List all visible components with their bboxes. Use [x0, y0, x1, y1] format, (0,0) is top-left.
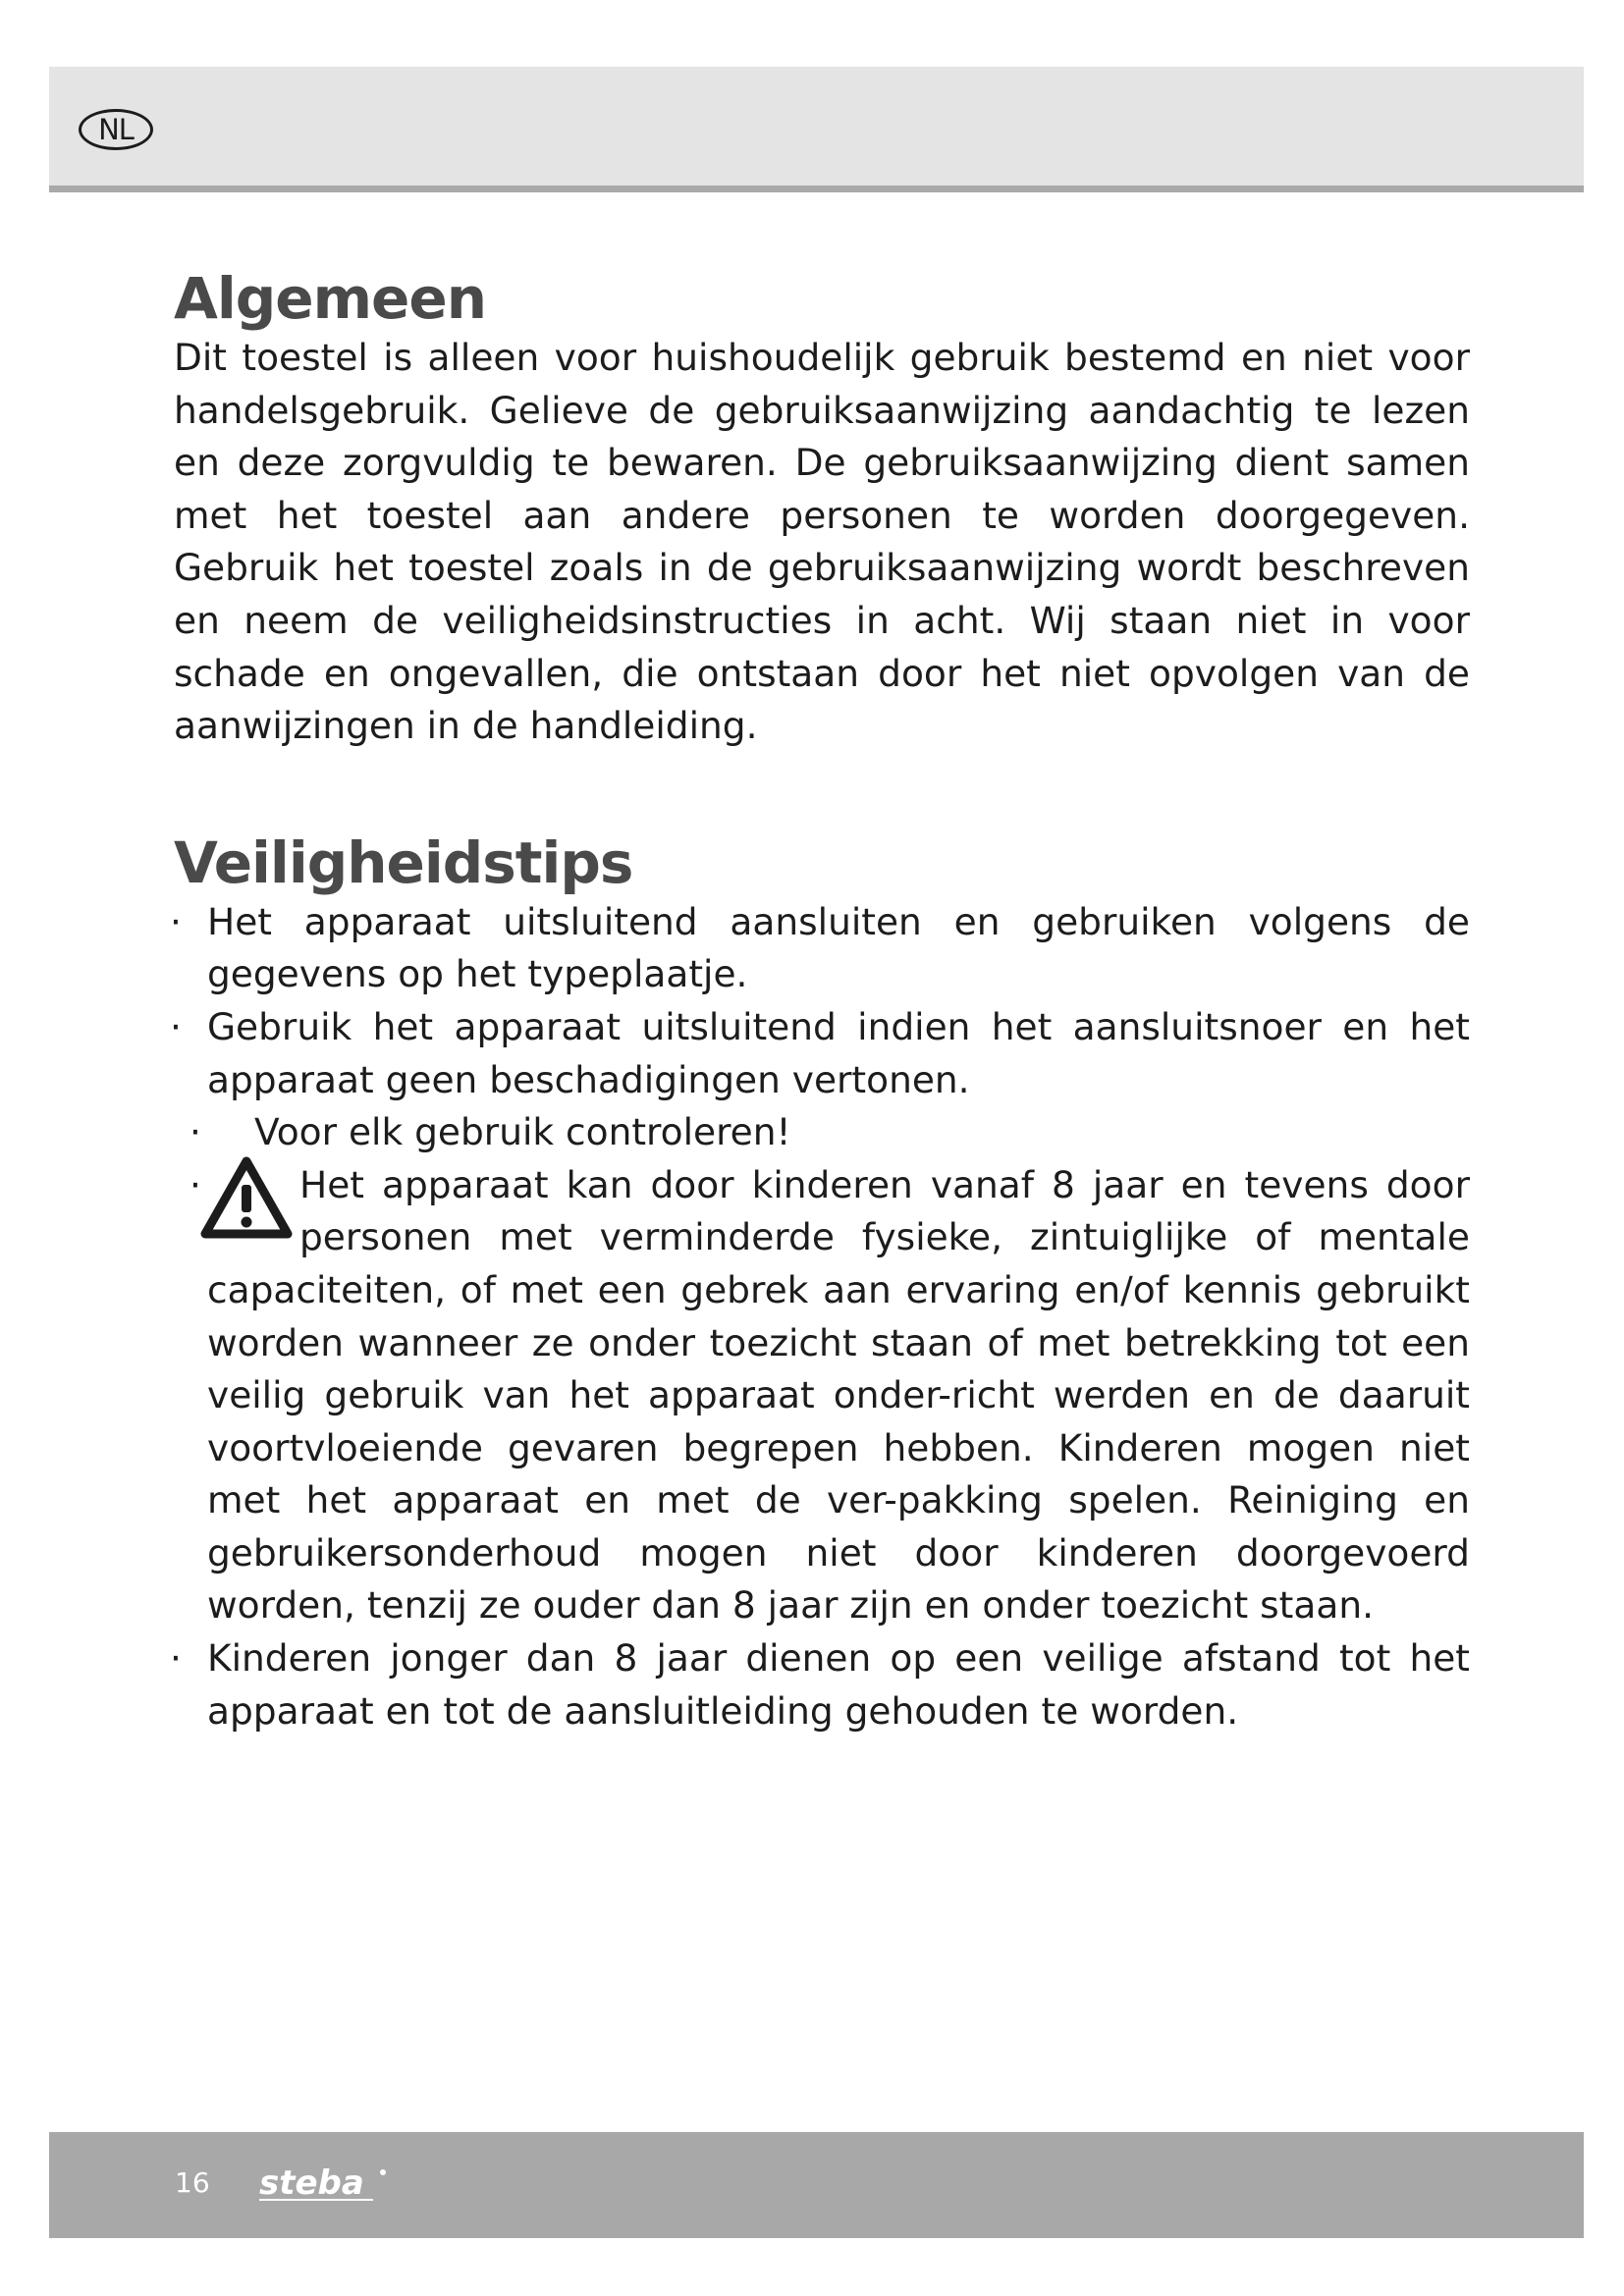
- list-item-text: Het apparaat kan door kinderen vanaf 8 jaar en tevens door personen met verminderde fysieke, zintuiglijke of mentale capaciteiten, of met een gebrek aan ervaring en/of kennis gebruikt worden wanneer ze onder toezicht staan of met betrekking tot een veilig gebruik van het apparaat onder-richt werden en de daaruit voortvloeiende gevaren begrepen hebben. Kinderen mogen niet met het apparaat en met de ver-pakking spelen. Reiniging en gebruikersonderhoud mogen niet door kinderen doorgevoerd worden, tenzij ze ouder dan 8 jaar zijn en onder toezicht staan.: [207, 1162, 1470, 1628]
- bullet: ·: [189, 1162, 201, 1206]
- warning-triangle-icon: [199, 1155, 294, 1242]
- list-item: [174, 1106, 1470, 1159]
- section-title-general: Algemeen: [174, 265, 487, 332]
- page-number: 16: [175, 2166, 210, 2199]
- page-content: [170, 265, 1470, 1737]
- list-item: [170, 1001, 1470, 1106]
- header-band: [49, 67, 1584, 192]
- brand-wordmark: steba: [259, 2163, 364, 2203]
- bullet: ·: [170, 1004, 182, 1048]
- language-badge: NL: [79, 109, 153, 150]
- section-title-safety: Veiligheidstips: [174, 828, 633, 896]
- list-item-warning: [174, 1159, 1470, 1632]
- steba-logo: [257, 2163, 414, 2208]
- list-item-text: Het apparaat uitsluitend aansluiten en gebruiken volgens de gegevens op het typeplaatje.: [207, 899, 1470, 996]
- list-item-text: Kinderen jonger dan 8 jaar dienen op een veilige afstand tot het apparaat en tot de aansluitleiding gehouden te worden.: [207, 1636, 1470, 1733]
- general-paragraph: Dit toestel is alleen voor huishoudelijk gebruik bestemd en niet voor handelsgebruik. Gelieve de gebruiksaanwijzing aandachtig te lezen en deze zorgvuldig te bewaren. De gebruiksaanwijzing dient samen met het toestel aan andere personen te worden doorgegeven. Gebruik het toestel zoals in de gebruiksaanwijzing wordt beschreven en neem de veiligheidsinstructies in acht. Wij staan niet in voor schade en ongevallen, die ontstaan door het niet opvolgen van de aanwijzingen in de handleiding.: [174, 336, 1470, 748]
- list-item: [170, 1632, 1470, 1737]
- bullet: ·: [189, 1110, 201, 1154]
- list-item-text: Gebruik het apparaat uitsluitend indien het aansluitsnoer en het apparaat geen beschadigingen vertonen.: [207, 1004, 1470, 1101]
- list-item-text: Voor elk gebruik controleren!: [254, 1110, 791, 1154]
- list-item: [170, 896, 1470, 1001]
- bullet: ·: [170, 1636, 182, 1681]
- bullet: ·: [170, 899, 182, 943]
- safety-tips-list: [170, 896, 1470, 1738]
